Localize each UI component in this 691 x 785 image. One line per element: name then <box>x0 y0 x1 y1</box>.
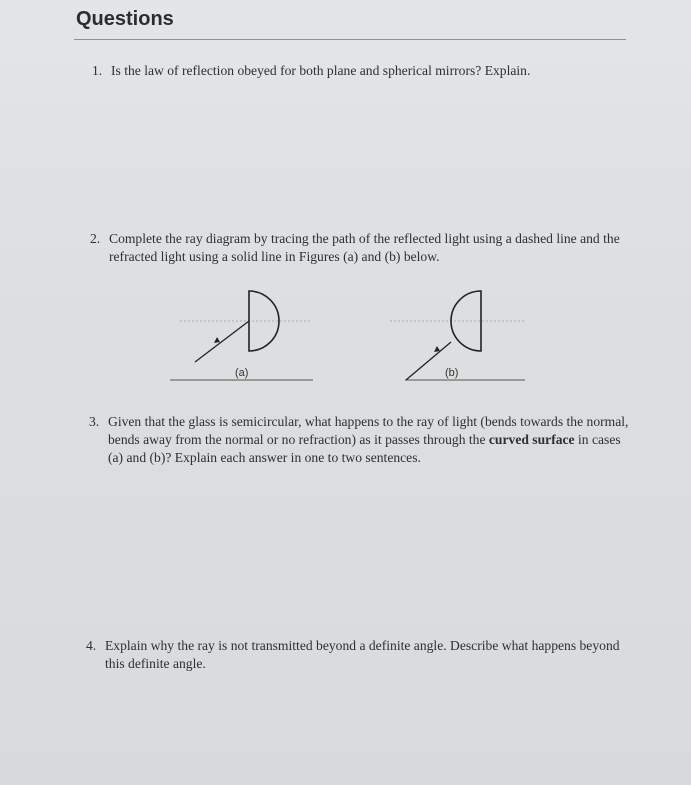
question-number: 1. <box>92 63 103 78</box>
question-text-part: Given that the glass is semicircular, what happens to the ray of light (bends towards the normal, bends away from the normal or no refraction) as it passes through the <box>108 414 629 447</box>
ray-arrow-b <box>434 346 440 352</box>
page-title: Questions <box>76 8 174 30</box>
question-text-part: in cases (a) and (b)? Explain each answer in one to two sentences. <box>108 432 621 465</box>
title-divider <box>74 39 626 40</box>
incident-ray-a <box>195 321 249 362</box>
emphasized-term: curved surface <box>488 432 575 447</box>
question-number: 3. <box>89 414 100 429</box>
question-1 <box>92 62 632 80</box>
figure-label-a: (a) <box>235 367 249 379</box>
question-text: Complete the ray diagram by tracing the path of the reflected light using a dashed line and the refracted light using a solid line in Figures (a) and (b) below. <box>109 231 620 264</box>
question-number: 4. <box>86 638 97 653</box>
question-text: Explain why the ray is not transmitted beyond a definite angle. Describe what happens beyond this definite angle. <box>105 638 620 671</box>
question-3 <box>89 413 631 467</box>
question-text: Is the law of reflection obeyed for both plane and spherical mirrors? Explain. <box>111 63 531 78</box>
question-text <box>108 413 631 467</box>
figure-label-b: (b) <box>445 367 459 379</box>
question-4 <box>86 637 631 673</box>
question-number: 2. <box>90 231 101 246</box>
ray-diagrams <box>165 280 535 390</box>
question-2 <box>90 230 630 266</box>
ray-arrow-a <box>214 337 220 343</box>
ray-diagram-figure <box>165 280 535 390</box>
